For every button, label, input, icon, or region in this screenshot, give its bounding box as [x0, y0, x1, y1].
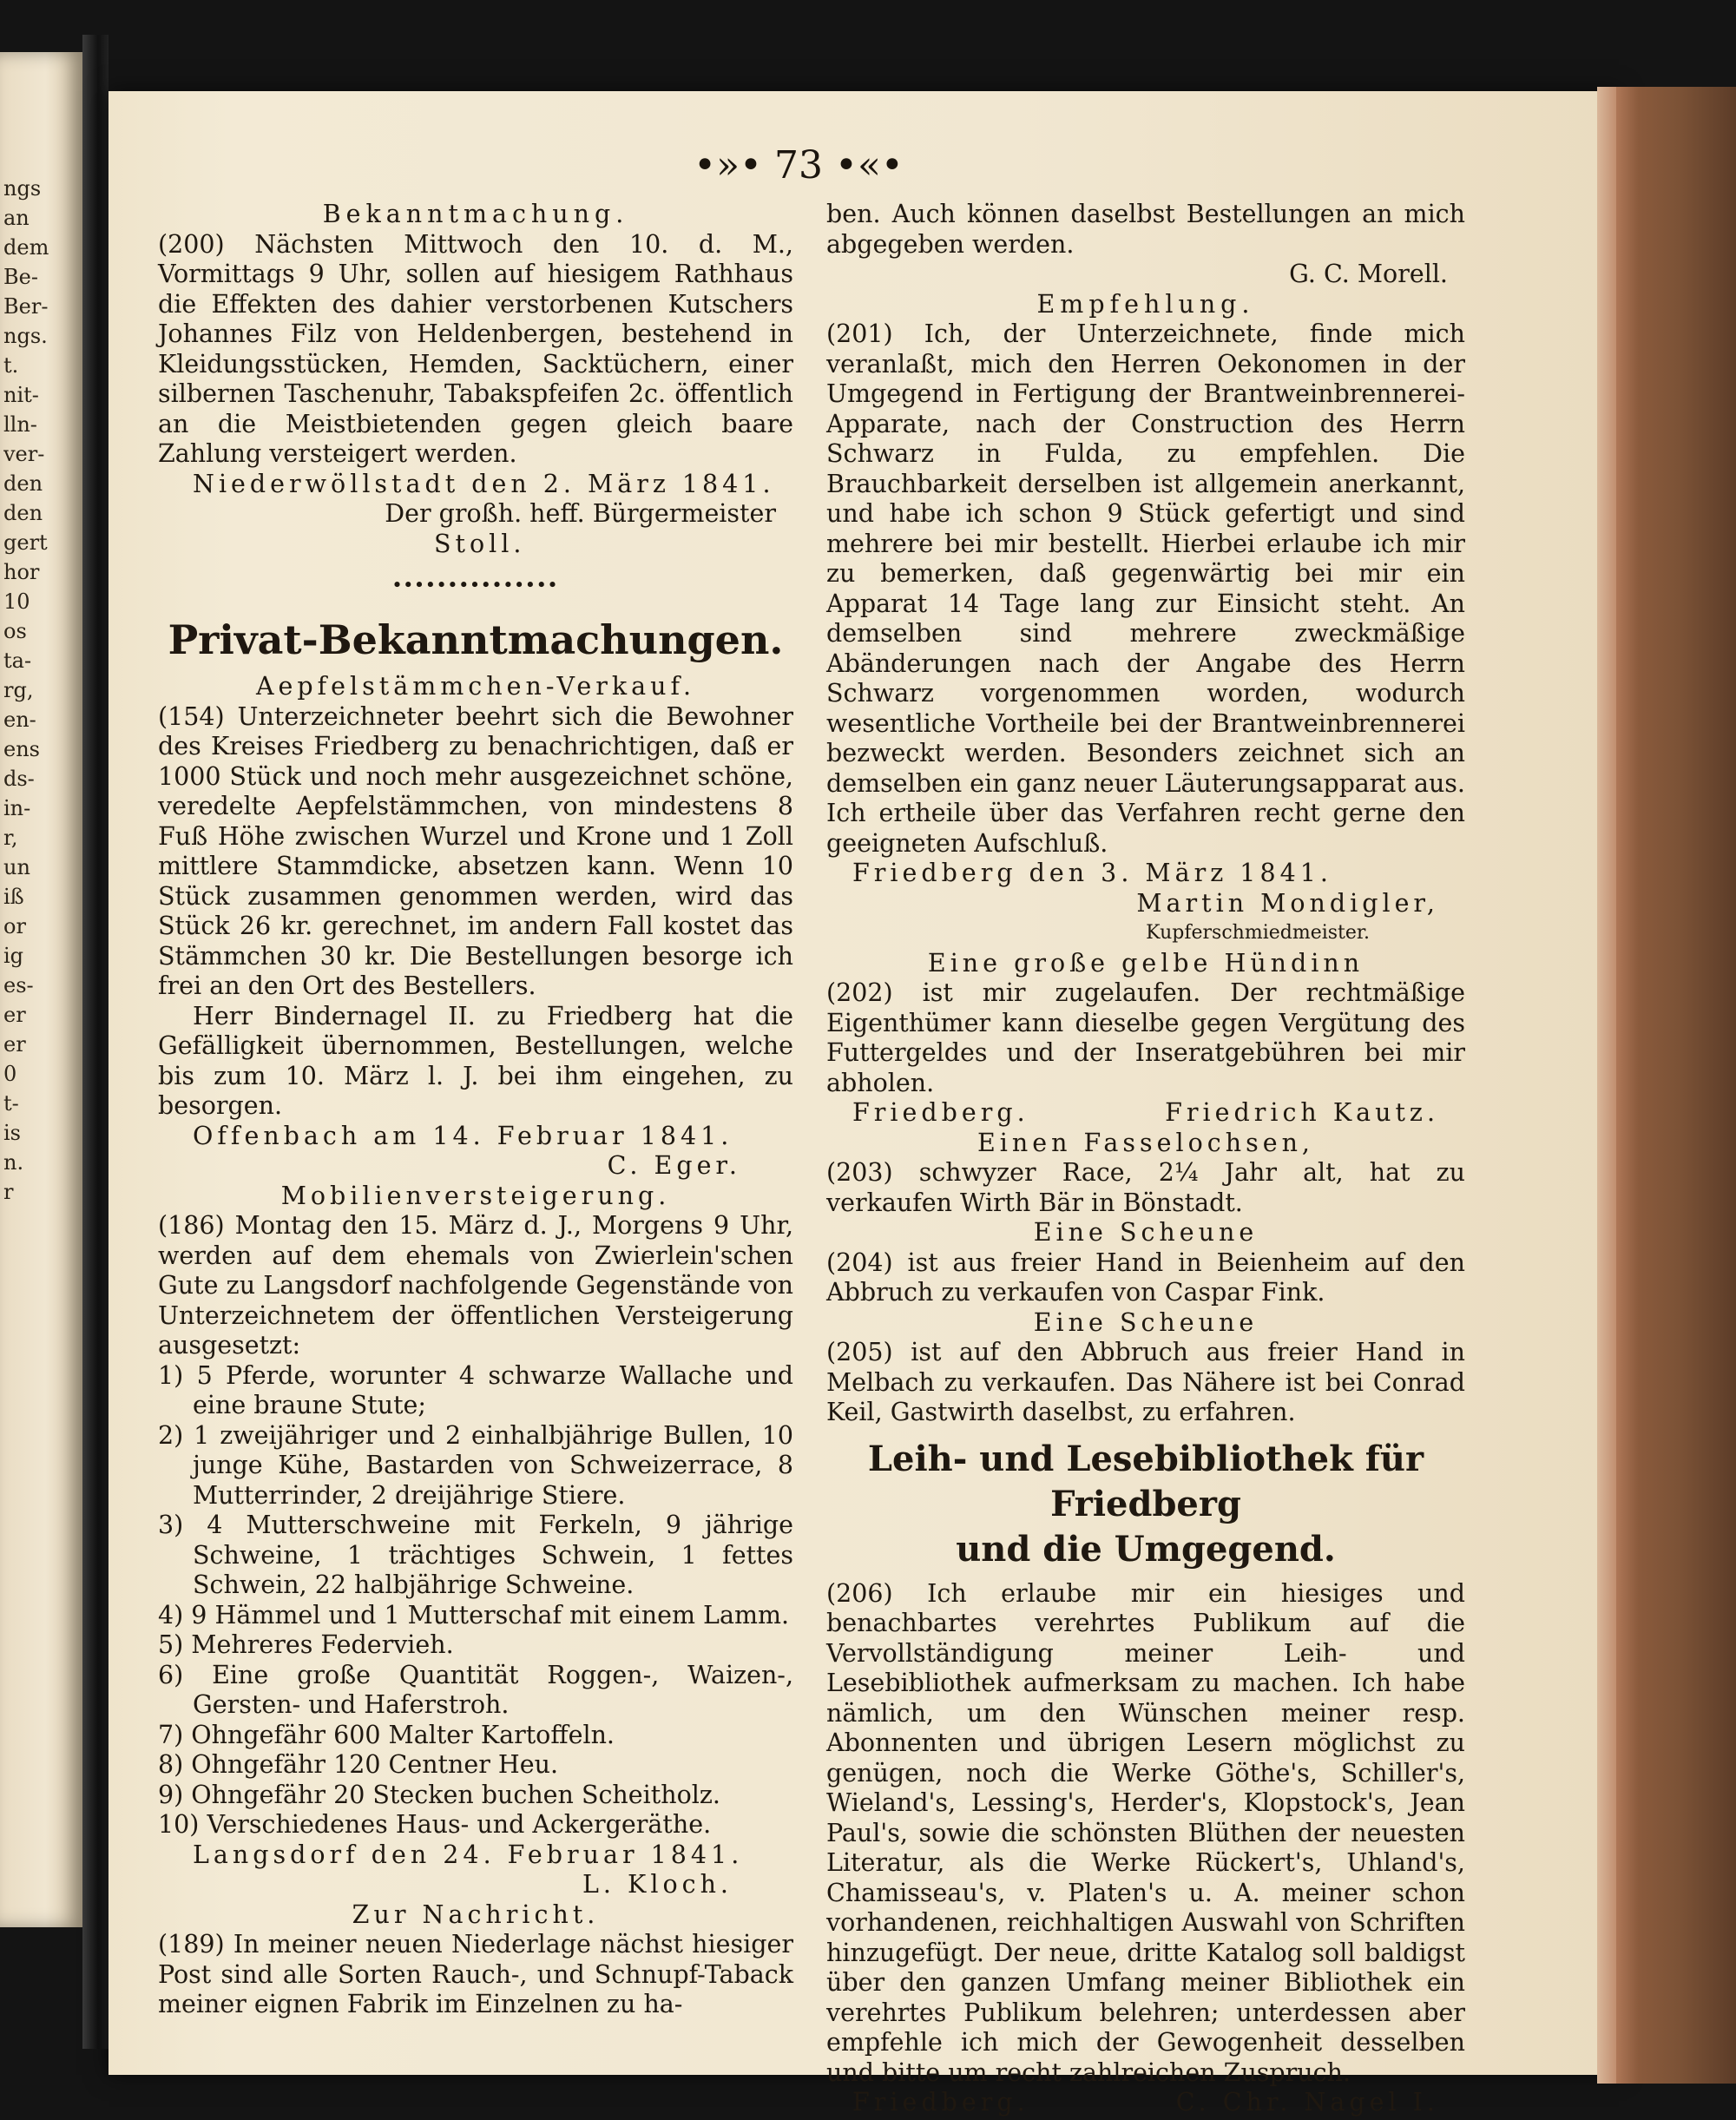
notice-heading: Bekanntmachung.	[322, 200, 629, 228]
facing-page-fragment: ta-	[3, 649, 32, 673]
facing-page-fragment: iß	[3, 885, 24, 909]
notice-200-signature: Stoll.	[434, 529, 526, 558]
facing-page-fragment: ngs.	[3, 324, 48, 348]
auction-item: 9) Ohngefähr 20 Stecken buchen Scheitholz.	[158, 1780, 720, 1809]
facing-page-fragment: er	[3, 1003, 26, 1027]
page-number	[686, 143, 911, 188]
facing-page-fragment: un	[3, 855, 30, 879]
notice-186-place: Langsdorf den 24. Februar 1841.	[193, 1840, 744, 1869]
notice-189-text: (189) In meiner neuen Niederlage nächst hiesiger Post sind alle Sorten Rauch-, und Schnupf-Taback meiner eignen Fabrik im Einzelnen zu ha-	[158, 1930, 793, 2018]
notice-186-signature: L. Kloch.	[582, 1870, 733, 1899]
notice-202-place: Friedberg.	[852, 1098, 1029, 1127]
auction-item: 6) Eine große Quantität Roggen-, Waizen-, Gersten- und Haferstroh.	[158, 1660, 793, 1719]
notice-202-text: (202) ist mir zugelaufen. Der rechtmäßige Eigenthümer kann dieselbe gegen Vergütung des Futtergeldes und der Inseratgebühren bei mir abholen.	[826, 978, 1465, 1097]
notice-200-text: (200) Nächsten Mittwoch den 10. d. M., Vormittags 9 Uhr, sollen auf hiesigem Rathhaus die Effekten des dahier verstorbenen Kutschers Johannes Filz von Heldenbergen, bestehend in Kleidungsstücken, Hemden, Sacktüchern, einer silbernen Taschenuhr, Tabakspfeifen 2c. öffentlich an die Meistbietenden gegen gleich baare Zahlung versteigert werden.	[158, 229, 793, 468]
facing-page-fragment: t.	[3, 353, 19, 378]
auction-item: 5) Mehreres Federvieh.	[158, 1630, 454, 1659]
facing-page-fragment: or	[3, 914, 26, 938]
facing-page-fragment: an	[3, 206, 30, 230]
notice-201-place: Friedberg den 3. März 1841.	[852, 859, 1332, 887]
notice-154-text: (154) Unterzeichneter beehrt sich die Bewohner des Kreises Friedberg zu benachrichtigen, daß er 1000 Stück und noch mehr ausgezeichnet schöne, veredelte Aepfelstämmchen, von mindestens 8 Fuß Höhe zwischen Wurzel und Krone und 1 Zoll mittlere Stammdicke, absetzen kann. Wenn 10 Stück zusammen genommen werden, wird das Stück 26 kr. gerechnet, im andern Fall kostet das Stämmchen 30 kr. Die Bestellungen besorge ich frei an den Ort des Bestellers.	[158, 701, 793, 1000]
ox-heading: Einen Fasselochsen,	[976, 1128, 1314, 1157]
notice-204-text: (204) ist aus freier Hand in Beienheim auf den Abbruch zu verkaufen von Caspar Fink.	[826, 1248, 1465, 1307]
facing-page-fragment: r	[3, 1180, 14, 1204]
facing-page-fragment: is	[3, 1121, 21, 1145]
auction-item-list	[158, 1361, 793, 1840]
dog-heading: Eine große gelbe Hündinn	[927, 948, 1364, 978]
facing-page-fragment: 0	[3, 1062, 17, 1086]
auction-heading: Mobilienversteigerung.	[280, 1181, 671, 1210]
notice-186-text: (186) Montag den 15. März d. J., Morgens 9 Uhr, werden auf dem ehemals von Zwierlein'schen Gute zu Langsdorf nachfolgende Gegenstände von Unterzeichnetem der öffentlichen Versteigerung ausgesetzt:	[158, 1211, 793, 1360]
facing-page-fragment: n.	[3, 1150, 24, 1175]
facing-page-fragment: den	[3, 501, 43, 525]
auction-item: 7) Ohngefähr 600 Malter Kartoffeln.	[158, 1720, 615, 1749]
facing-page-fragment: en-	[3, 708, 36, 732]
auction-item: 3) 4 Mutterschweine mit Ferkeln, 9 jährige Schweine, 1 trächtiges Schwein, 1 fettes Schwein, 22 halbjährige Schweine.	[158, 1511, 793, 1599]
left-column	[158, 200, 793, 2020]
section-ornament: ∙∙∙∙∙∙∙∙∙∙∙∙∙∙∙	[392, 574, 559, 596]
page-number-ornament-right: •«•	[835, 143, 904, 188]
facing-page-fragment: er	[3, 1032, 26, 1057]
auction-item: 2) 1 zweijähriger und 2 einhalbjährige Bullen, 10 junge Kühe, Bastarden von Schweizerrace, 8 Mutterrinder, 2 dreijährige Stiere.	[158, 1420, 793, 1510]
apple-sale-heading: Aepfelstämmchen-Verkauf.	[255, 672, 696, 701]
facing-page-fragment: os	[3, 619, 27, 643]
facing-page-fragment: 10	[3, 589, 30, 614]
continued-notice-text: ben. Auch können daselbst Bestellungen an mich abgegeben werden.	[826, 200, 1465, 259]
notice-200-place: Niederwöllstadt den 2. März 1841.	[193, 469, 775, 498]
facing-page-fragment: ig	[3, 944, 24, 968]
page-number-ornament-left: •»•	[694, 143, 762, 188]
facing-page-fragment: ver-	[3, 442, 45, 466]
notice-206-signature: C. Chr. Nagel I.	[1175, 2088, 1439, 2117]
notice-154-place: Offenbach am 14. Februar 1841.	[193, 1121, 733, 1150]
notice-202-footer	[826, 1098, 1465, 1129]
auction-item: 10) Verschiedenes Haus- und Ackergeräthe.	[158, 1810, 712, 1839]
notice-201-text: (201) Ich, der Unterzeichnete, finde mich veranlaßt, mich den Herren Oekonomen in der Umgegend in Fertigung der Brantweinbrennerei-Apparate, nach der Construction des Herrn Schwarz in Fulda, zu empfehlen. Die Brauchbarkeit derselben ist allgemein anerkannt, und habe ich schon 9 Stück gefertigt und sind mehrere bei mir bestellt. Hierbei erlaube ich mir zu bemerken, daß gegenwärtig bei mir ein Apparat 14 Tage lang zur Einsicht steht. An demselben sind mehrere zweckmäßige Abänderungen nach der Angabe des Herrn Schwarz vorgenommen worden, wodurch wesentliche Vortheile bei der Brantweinbrennerei bezweckt werden. Besonders zeichnet sich an demselben ein ganz neuer Läuterungsapparat aus. Ich ertheile über das Verfahren recht gerne den geeigneten Aufschluß.	[826, 319, 1465, 858]
library-title-line-1: Leih- und Lesebibliothek für Friedberg	[867, 1438, 1424, 1524]
page-number-value: 73	[774, 143, 823, 188]
notice-201-signature-title: Kupferschmiedmeister.	[1146, 922, 1370, 944]
barn-heading-2: Eine Scheune	[1033, 1307, 1259, 1337]
right-column	[826, 200, 1465, 2118]
facing-page-fragment: es-	[3, 973, 34, 997]
news-heading: Zur Nachricht.	[352, 1899, 600, 1929]
auction-item: 1) 5 Pferde, worunter 4 schwarze Wallache und eine braune Stute;	[158, 1360, 793, 1419]
notice-206-place: Friedberg.	[852, 2088, 1029, 2117]
facing-page-fragment: ds-	[3, 767, 35, 791]
notice-154-signature: C. Eger.	[607, 1151, 741, 1180]
facing-page-edge	[0, 52, 82, 1927]
notice-202-signature: Friedrich Kautz.	[1165, 1098, 1439, 1127]
facing-page-fragment: nit-	[3, 383, 39, 407]
auction-item: 4) 9 Hämmel und 1 Mutterschaf mit einem Lamm.	[158, 1600, 790, 1630]
facing-page-fragment: ens	[3, 737, 40, 761]
notice-205-text: (205) ist auf den Abbruch aus freier Hand in Melbach zu verkaufen. Das Nähere ist bei Conrad Keil, Gastwirth daselbst, zu erfahren.	[826, 1338, 1465, 1426]
notice-154-text-b: Herr Bindernagel II. zu Friedberg hat die Gefälligkeit übernommen, Bestellungen, welche bis zum 10. März l. J. bei ihm eingehen, zu besorgen.	[158, 1001, 793, 1120]
facing-page-fragments	[3, 174, 82, 1207]
facing-page-fragment: Ber-	[3, 294, 49, 319]
book-cover-edge	[1597, 87, 1736, 2084]
auction-item: 8) Ohngefähr 120 Centner Heu.	[158, 1750, 559, 1779]
facing-page-fragment: den	[3, 471, 43, 496]
facing-page-fragment: rg,	[3, 678, 34, 702]
private-notices-title: Privat-Bekanntmachungen.	[168, 616, 784, 663]
facing-page-fragment: gert	[3, 530, 48, 555]
notice-206-footer	[826, 2088, 1465, 2118]
facing-page-fragment: r,	[3, 826, 18, 850]
continued-notice	[826, 200, 1465, 260]
facing-page-fragment: ngs	[3, 176, 42, 201]
library-title-line-2: und die Umgegend.	[956, 1528, 1336, 1570]
facing-page-fragment: Be-	[3, 265, 38, 289]
notice-201-signature: Martin Mondigler,	[1136, 888, 1439, 918]
facing-page-fragment: in-	[3, 796, 31, 820]
notice-200-signature-title: Der großh. heff. Bürgermeister	[385, 499, 776, 528]
continued-notice-signature: G. C. Morell.	[1289, 260, 1448, 288]
facing-page-fragment: t-	[3, 1091, 19, 1116]
facing-page-fragment: lln-	[3, 412, 37, 437]
barn-heading-1: Eine Scheune	[1033, 1218, 1259, 1247]
facing-page-fragment: hor	[3, 560, 40, 584]
recommendation-heading: Empfehlung.	[1036, 289, 1255, 319]
notice-206-text: (206) Ich erlaube mir ein hiesiges und benachbartes verehrtes Publikum auf die Vervollständigung meiner Leih- und Lesebibliothek aufmerksam zu machen. Ich habe nämlich, um den Wünschen meiner resp. Abonnenten und übrigen Lesern möglichst zu genügen, noch die Werke Göthe's, Schiller's, Wieland's, Lessing's, Herder's, Klopstock's, Jean Paul's, sowie die schönsten Blüthen der neuesten Literatur, als die Werke Rückert's, Uhland's, Chamisseau's, v. Platen's u. A. meiner schon vorhandenen, reichhaltigen Auswahl von Schriften hinzugefügt. Der neue, dritte Katalog soll baldigst über den ganzen Umfang meiner Bibliothek ein verehrtes Publikum belehren; unterdessen aber empfehle ich mich der Gewogenheit desselben und bitte um recht zahlreichen Zuspruch.	[826, 1578, 1465, 2087]
book-gutter	[82, 35, 108, 2049]
notice-203-text: (203) schwyzer Race, 2¼ Jahr alt, hat zu verkaufen Wirth Bär in Bönstadt.	[826, 1158, 1465, 1217]
facing-page-fragment: dem	[3, 235, 49, 260]
